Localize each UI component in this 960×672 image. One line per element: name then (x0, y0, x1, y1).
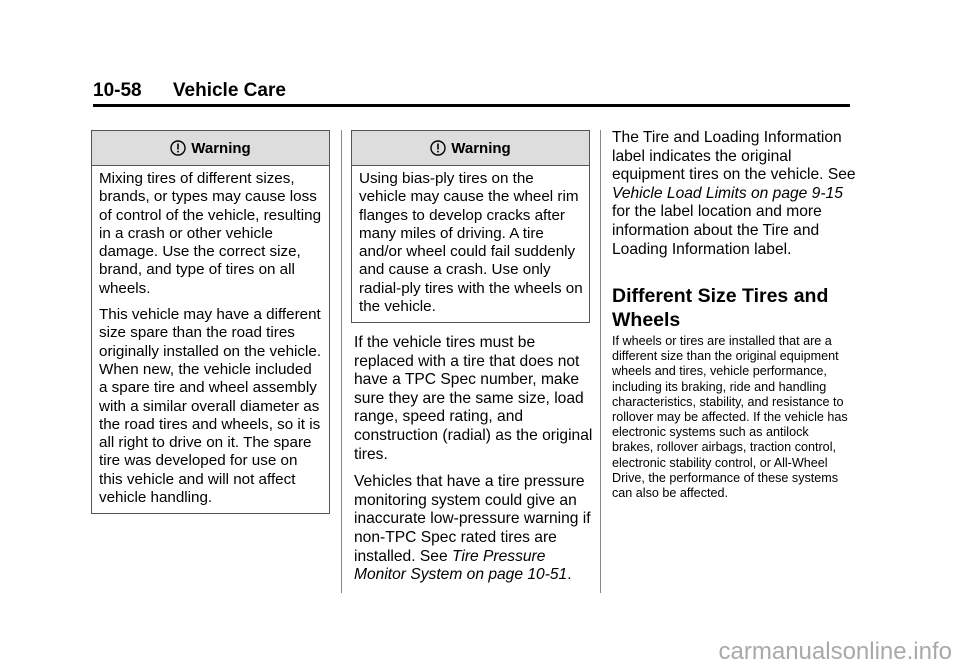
warning-header (92, 131, 329, 166)
watermark: carmanualsonline.info (718, 638, 952, 665)
warning-box-left (91, 130, 330, 514)
warning-label: Warning (451, 139, 511, 157)
warning-body (352, 166, 589, 322)
warning-body (92, 166, 329, 513)
warning-icon (170, 140, 186, 156)
header-rule (93, 104, 850, 107)
warning-label: Warning (191, 139, 251, 157)
page-number: 10-58 (93, 80, 142, 101)
section-heading: Different Size Tires and Wheels (612, 285, 829, 331)
paragraph-end: . (567, 566, 572, 584)
section-body: If wheels or tires are installed that are a different size than the original equipment wheels and tires, vehicle performance, including its braking, ride and handling characteristics, stability, and resistance to rollover may be affected. If the vehicle has electronic systems such as antilock brakes, rollover airbags, traction control, electronic stability control, or All-Wheel Drive, the performance of these systems can also be affected. (612, 334, 848, 501)
page-header (93, 80, 286, 102)
cross-reference-link[interactable]: Tire Pressure Monitor System on page 10-51 (354, 547, 568, 584)
cross-reference-link[interactable]: Vehicle Load Limits on page 9-15 (612, 184, 843, 202)
section-title: Vehicle Care (172, 80, 286, 101)
paragraph-text: Vehicles that have a tire pressure monitoring system could give an inaccurate low-pressure warning if non-TPC Spec rated tires are installed. See (354, 473, 591, 565)
paragraph-text: The Tire and Loading Information label indicates the original equipment tires on the vehicle. See (612, 129, 856, 184)
warning-paragraph: Using bias-ply tires on the vehicle may cause the wheel rim flanges to develop cracks after many miles of driving. A tire and/or wheel could fail suddenly and cause a crash. Use only radial-ply tires with the wheels on the vehicle. (359, 170, 583, 316)
warning-icon (430, 140, 446, 156)
paragraph: If the vehicle tires must be replaced with a tire that does not have a TPC Spec number, make sure they are the same size, load range, speed rating, and construction (radial) as the original tires. (354, 334, 593, 463)
paragraph (612, 129, 857, 259)
column-divider-right (600, 130, 601, 593)
middle-column-text (354, 334, 594, 594)
paragraph-end: for the label location and more information about the Tire and Loading Information label. (612, 203, 822, 258)
warning-paragraph: This vehicle may have a different size spare than the road tires originally installed on the vehicle. When new, the vehicle included a spare tire and wheel assembly with a similar overall diameter as the road tires and wheels, so it is all right to drive on it. The spare tire was developed for use on this vehicle and will not affect vehicle handling. (99, 306, 322, 507)
warning-paragraph: Mixing tires of different sizes, brands, or types may cause loss of control of the vehicle, resulting in a crash or other vehicle damage. Use the correct size, brand, and type of tires on all wheels. (99, 170, 322, 297)
column-divider-left (341, 130, 342, 593)
paragraph (354, 473, 594, 585)
warning-box-middle (351, 130, 590, 323)
warning-header (352, 131, 589, 166)
right-column-intro (612, 129, 857, 268)
